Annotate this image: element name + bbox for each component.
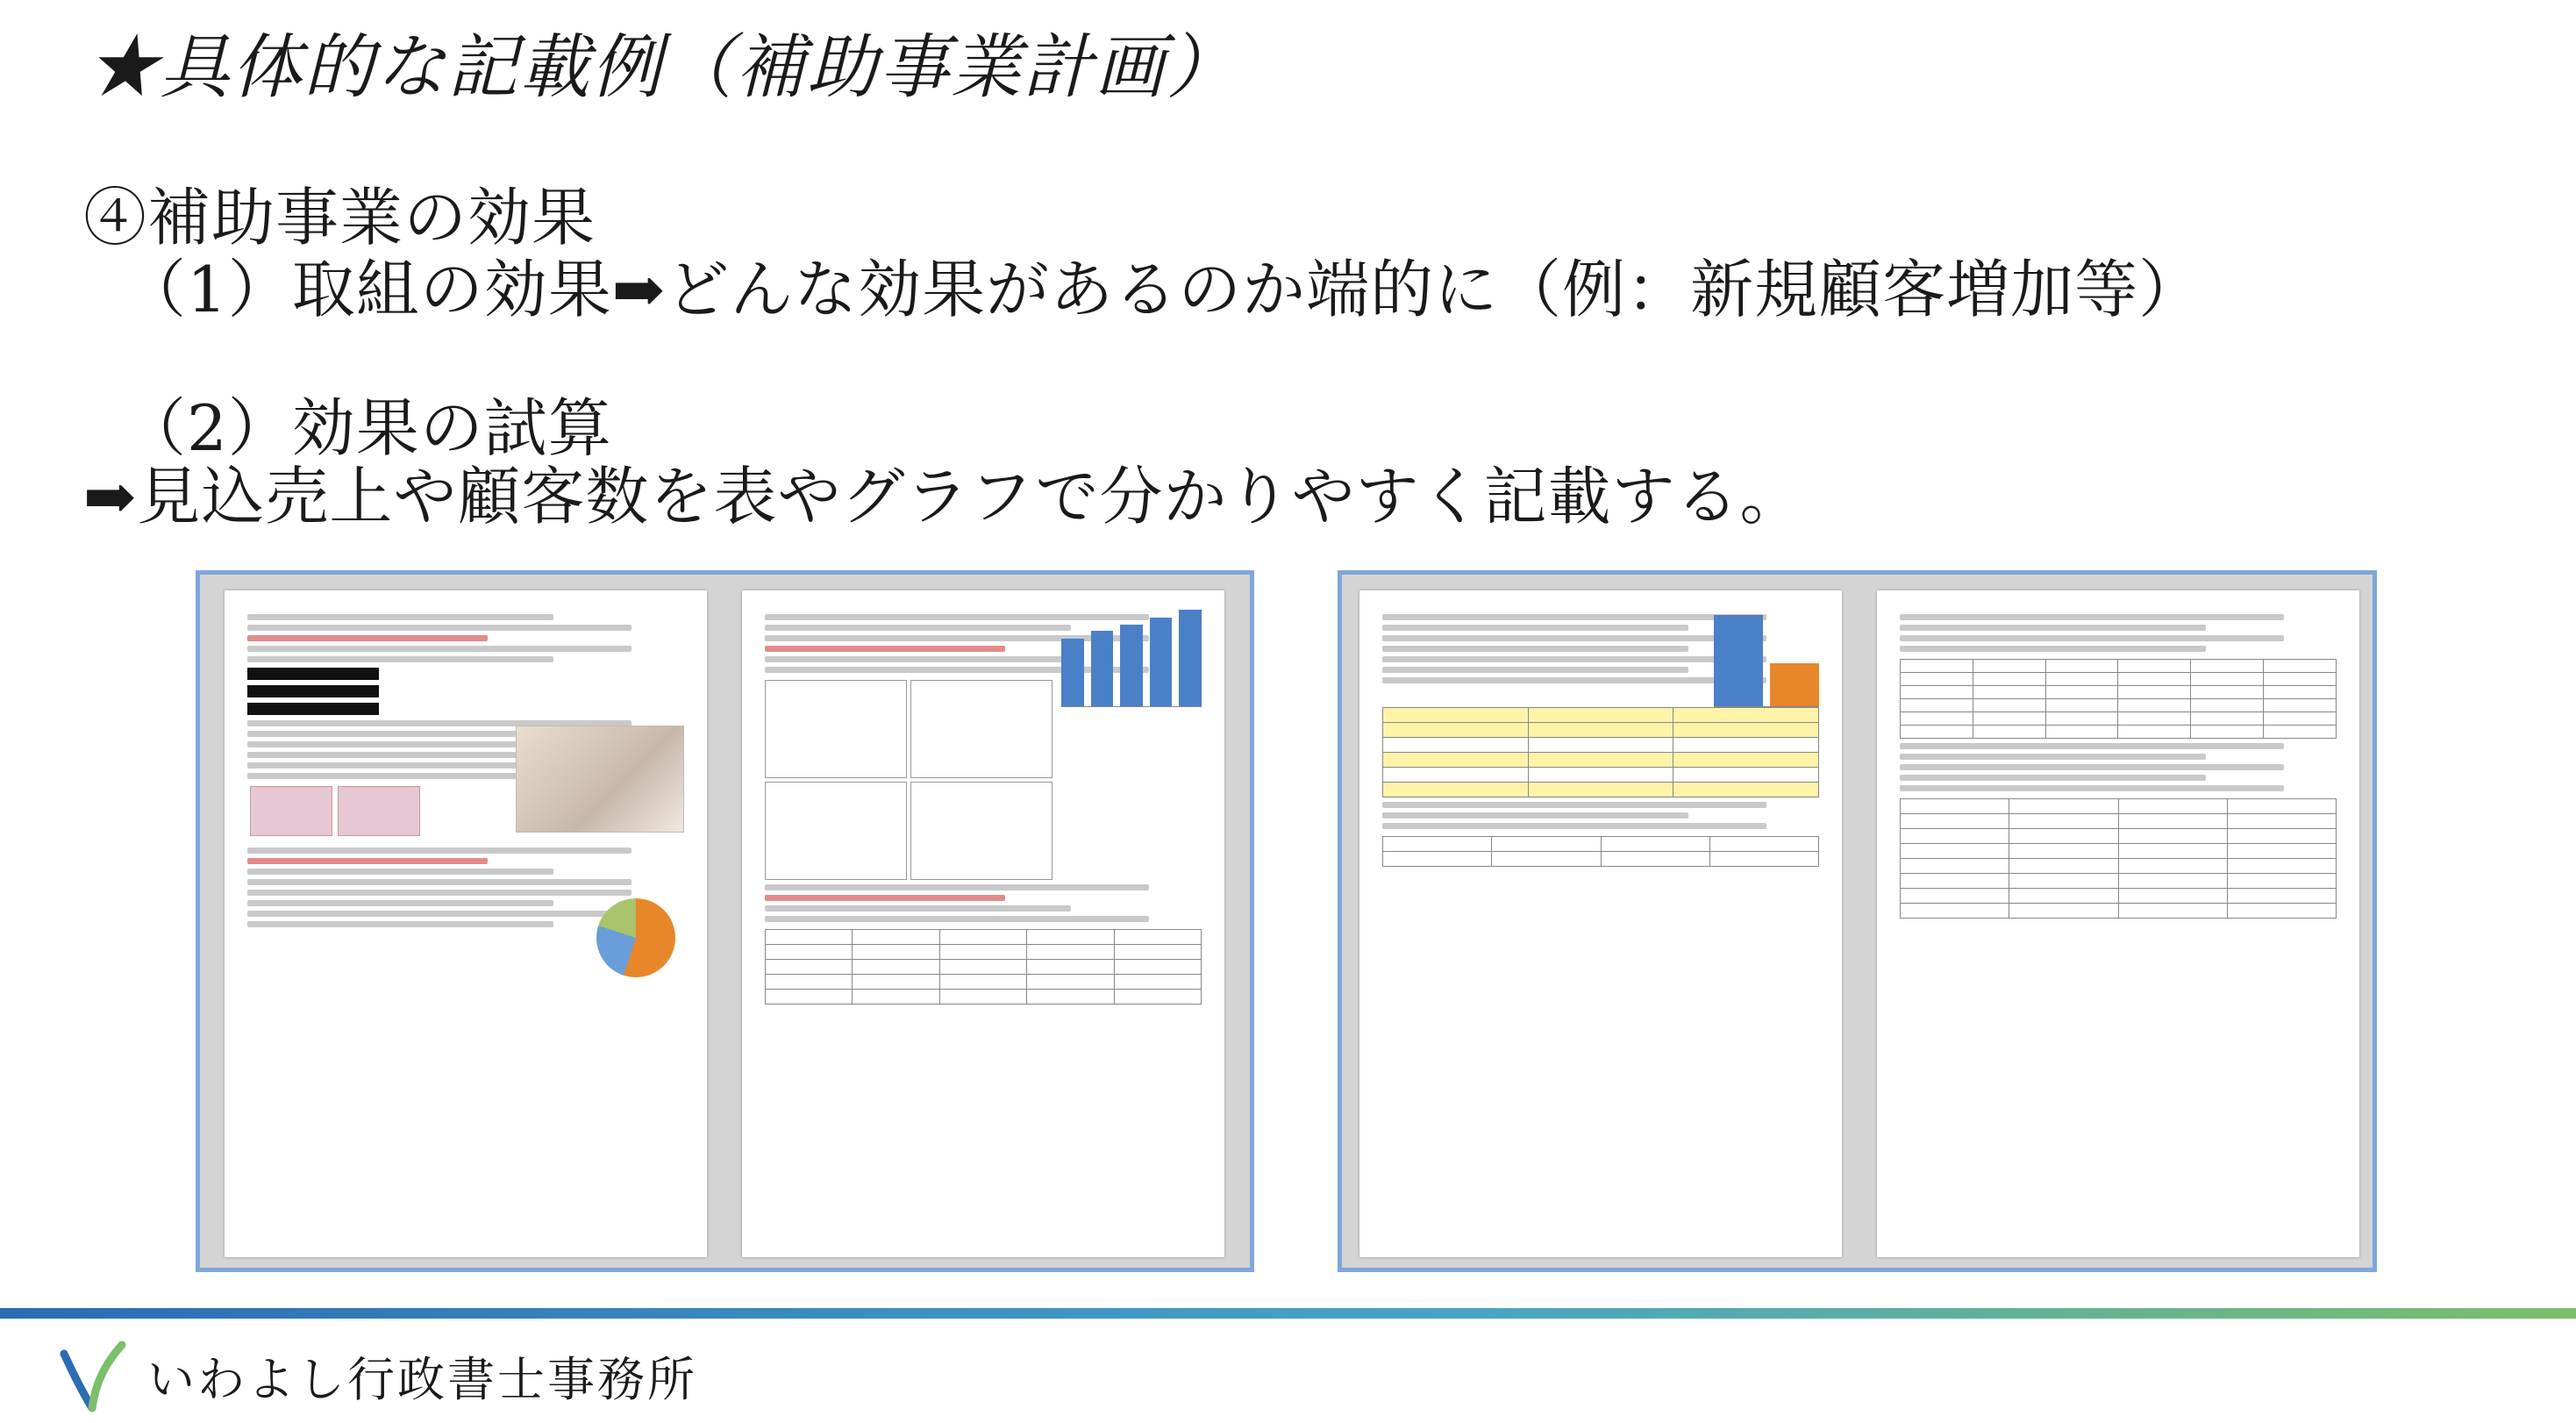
firm-name: いわよし行政書士事務所 — [147, 1352, 697, 1407]
bar-chart-thumbnail — [1061, 610, 1202, 707]
document-preview-right — [1338, 570, 2377, 1272]
cost-table-thumbnail — [1382, 836, 1819, 867]
point-estimate: （2）効果の試算 — [123, 391, 612, 465]
service-image — [338, 786, 420, 836]
service-image — [250, 786, 332, 836]
document-page-2 — [742, 590, 1224, 1257]
firm-logo-icon — [57, 1338, 127, 1412]
revenue-table-thumbnail — [765, 929, 1202, 1005]
point-method: ➡見込売上や顧客数を表やグラフで分かりやすく記載する。 — [83, 460, 1804, 533]
document-page-4 — [1877, 590, 2359, 1257]
product-table-thumbnail — [1382, 707, 1819, 797]
document-preview-left — [196, 570, 1254, 1272]
point-effect: （1）取組の効果➡どんな効果があるのか端的に（例：新規顧客増加等） — [123, 253, 2203, 326]
sales-chart-thumbnail — [1714, 610, 1819, 707]
footer-divider — [0, 1308, 2576, 1319]
schedule-table-thumbnail — [1900, 659, 2337, 739]
swot-table — [765, 680, 1053, 880]
slide-title: ★具体的な記載例（補助事業計画） — [88, 26, 1238, 108]
pie-chart-thumbnail — [596, 898, 675, 977]
document-page-1 — [225, 590, 707, 1257]
section-heading: ④補助事業の効果 — [83, 181, 596, 254]
staff-photo — [516, 726, 684, 833]
document-page-3 — [1359, 590, 1842, 1257]
forecast-table-thumbnail — [1900, 798, 2337, 919]
